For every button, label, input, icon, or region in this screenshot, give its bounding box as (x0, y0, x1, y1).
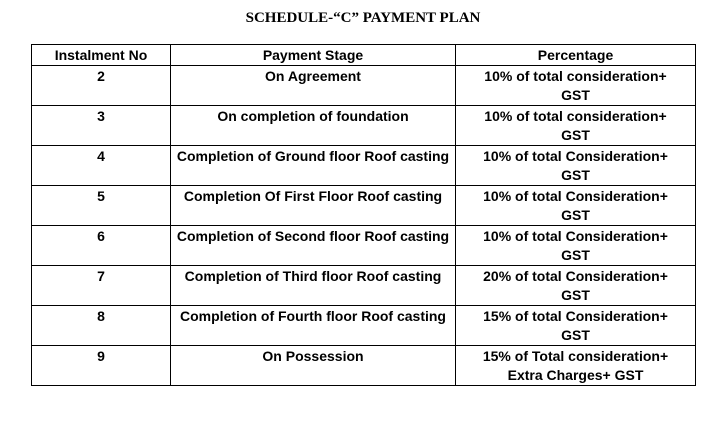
percentage-line-1: 10% of total Consideration+ (483, 228, 668, 244)
percentage-cell (456, 266, 696, 306)
instalment-no-cell: 7 (32, 266, 171, 306)
percentage-line-2: GST (561, 247, 590, 263)
table-row (32, 106, 696, 146)
instalment-no-cell: 6 (32, 226, 171, 266)
percentage-line-2: GST (561, 207, 590, 223)
percentage-line-2: Extra Charges+ GST (507, 367, 644, 383)
instalment-no-cell: 8 (32, 306, 171, 346)
table-header-row (32, 45, 696, 66)
percentage-cell (456, 186, 696, 226)
percentage-cell (456, 346, 696, 386)
percentage-line-1: 10% of total consideration+ (484, 108, 667, 124)
percentage-line-2: GST (561, 327, 590, 343)
table-row (32, 66, 696, 106)
payment-plan-table (31, 44, 696, 386)
payment-stage-cell: Completion of Fourth floor Roof casting (171, 306, 456, 346)
payment-stage-cell: Completion of Second floor Roof casting (171, 226, 456, 266)
payment-stage-cell: On completion of foundation (171, 106, 456, 146)
percentage-cell (456, 146, 696, 186)
table-row (32, 266, 696, 306)
payment-stage-cell: On Possession (171, 346, 456, 386)
payment-stage-cell: Completion Of First Floor Roof casting (171, 186, 456, 226)
percentage-line-1: 20% of total Consideration+ (483, 268, 668, 284)
percentage-cell (456, 226, 696, 266)
table-row (32, 226, 696, 266)
instalment-no-cell: 4 (32, 146, 171, 186)
percentage-line-1: 15% of Total consideration+ (482, 348, 669, 364)
instalment-no-cell: 9 (32, 346, 171, 386)
header-instalment-no: Instalment No (32, 45, 171, 66)
instalment-no-cell: 5 (32, 186, 171, 226)
percentage-cell (456, 66, 696, 106)
percentage-line-1: 10% of total Consideration+ (483, 148, 668, 164)
document-title: SCHEDULE-“C” PAYMENT PLAN (245, 10, 481, 26)
percentage-line-1: 10% of total Consideration+ (483, 188, 668, 204)
instalment-no-cell: 3 (32, 106, 171, 146)
payment-stage-cell: Completion of Third floor Roof casting (171, 266, 456, 306)
percentage-line-1: 10% of total consideration+ (484, 68, 667, 84)
table-row (32, 146, 696, 186)
table-row (32, 346, 696, 386)
instalment-no-cell: 2 (32, 66, 171, 106)
header-percentage: Percentage (456, 45, 696, 66)
header-payment-stage: Payment Stage (171, 45, 456, 66)
percentage-line-2: GST (561, 287, 590, 303)
percentage-cell (456, 306, 696, 346)
payment-stage-cell: On Agreement (171, 66, 456, 106)
percentage-cell (456, 106, 696, 146)
table-row (32, 186, 696, 226)
percentage-line-2: GST (561, 87, 590, 103)
percentage-line-2: GST (561, 167, 590, 183)
payment-stage-cell: Completion of Ground floor Roof casting (171, 146, 456, 186)
percentage-line-1: 15% of total Consideration+ (483, 308, 668, 324)
percentage-line-2: GST (561, 127, 590, 143)
table-row (32, 306, 696, 346)
